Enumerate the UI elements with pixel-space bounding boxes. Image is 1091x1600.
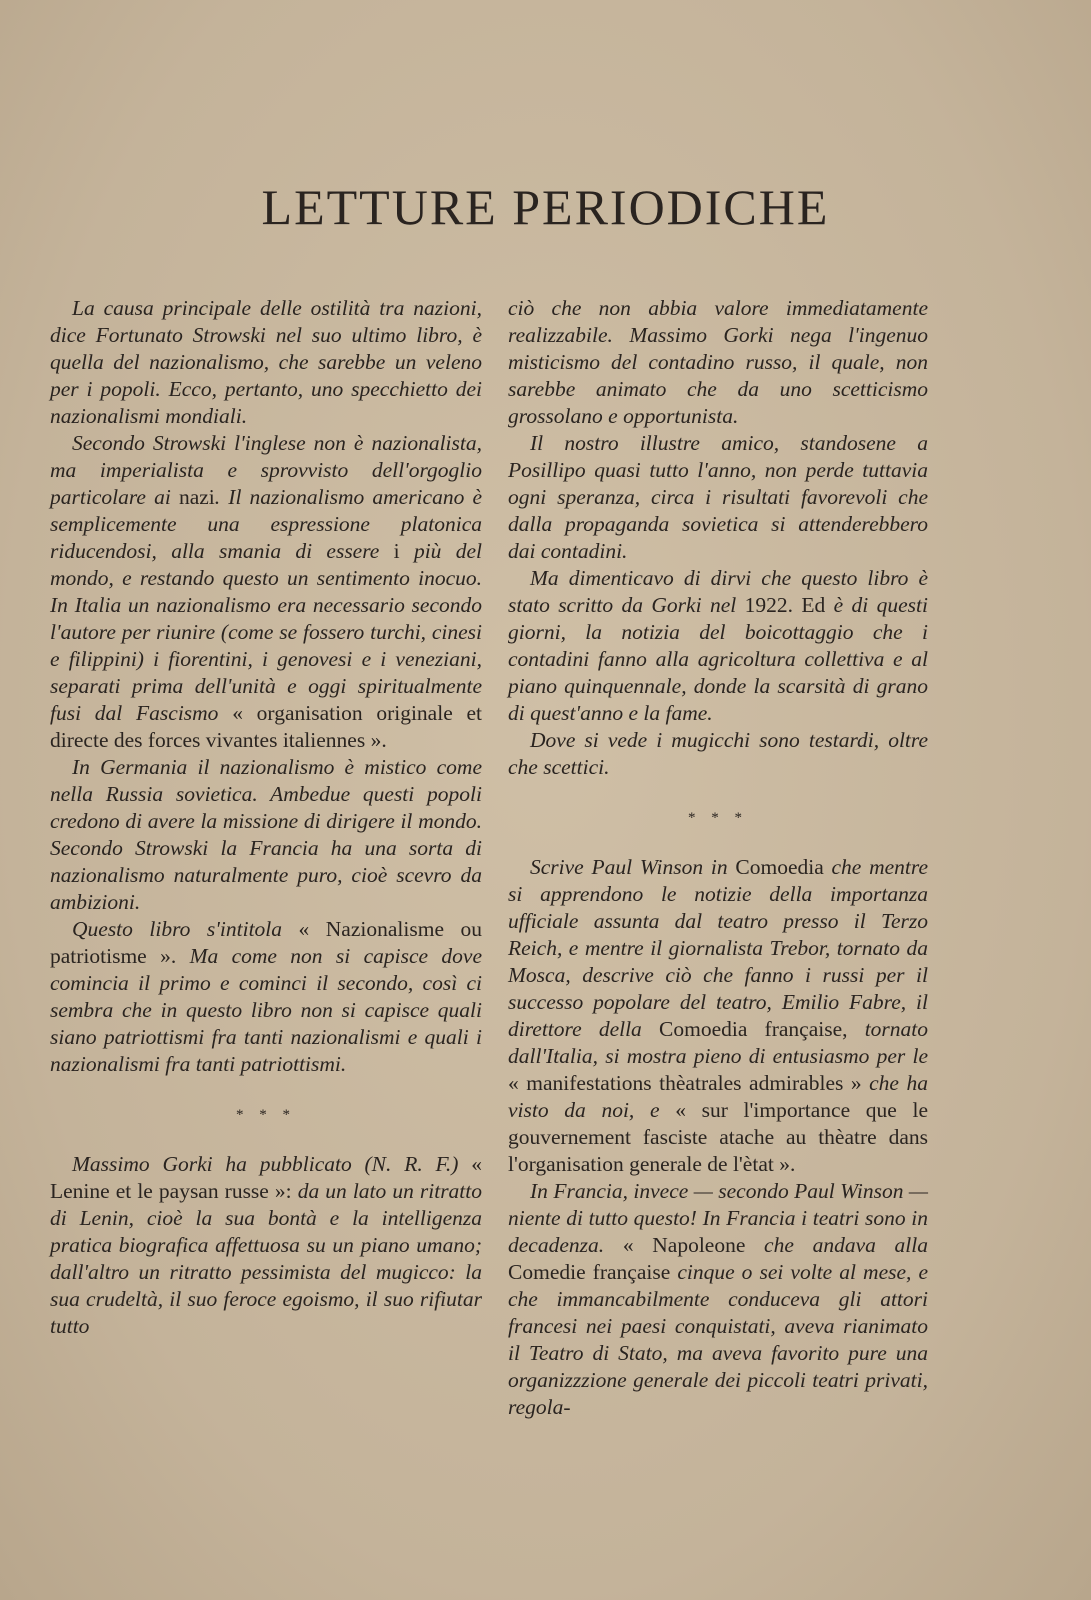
text-run: « Napoleone [622,1233,746,1257]
text-run: da un lato un ritratto di Lenin, cioè la sua bontà e la intelligenza pratica biografica affettuosa su un piano umano; dall'altro un ritratto pessimista del mugicco: la sua crudeltà, il suo feroce egoismo, il suo rifiutar tutto [50,1179,483,1338]
left-column [50,295,482,1340]
text-run: « Nazionalisme ou patriotisme ». [50,917,482,968]
text-run: In Francia, invece — secondo Paul Winson — niente di tutto questo! In Francia i teatri sono in decadenza. [508,1179,928,1257]
text-run: Massimo Gorki ha pubblicato (N. R. F.) [72,1152,472,1176]
paragraph [50,754,482,916]
text-run: Comoedia [735,855,824,879]
paragraph [50,1151,482,1340]
text-run: Ma dimenticavo di dirvi che questo libro è stato scritto da Gorki nel [508,566,928,617]
paragraph [50,430,482,754]
text-run: 1922. Ed [744,593,826,617]
text-run: i [393,539,400,563]
text-run: . Il nazionalismo americano è semplicemente una espressione platonica riducendosi, alla smania di essere [50,485,483,563]
text-run: « Lenine et le paysan russe »: [50,1152,482,1203]
paragraph [508,565,928,727]
text-run: In Germania il nazionalismo è mistico come nella Russia sovietica. Ambedue questi popoli credono di avere la missione di dirigere il mondo. Secondo Strowski la Francia ha una sorta di nazionalismo naturalmente puro, cioè scevro da ambizioni. [50,755,482,914]
text-run: Ma come non si capisce dove comincia il primo e cominci il secondo, così ci sembra che in questo libro non si capisce quali siano patriottismi fra tanti nazionalismi e quali i nazionalismi fra tanti patriottismi. [50,944,483,1076]
text-run: tornato dall'Italia, si mostra pieno di entusiasmo per le [508,1017,929,1068]
text-run: Scrive Paul Winson in [530,855,736,879]
text-run: « organisation originale et directe des forces vivantes italiennes ». [50,701,482,752]
text-run: « manifestations thèatrales admirables » [508,1071,862,1095]
paragraph [50,916,482,1078]
text-run: « sur l'importance que le gouvernement fasciste atache au thèatre dans l'organisation generale de l'ètat ». [508,1098,929,1176]
text-run: Dove si vede i mugicchi sono testardi, oltre che scettici. [508,728,928,779]
page-title: LETTURE PERIODICHE [261,179,830,235]
text-run: Secondo Strowski l'inglese non è nazionalista, ma imperialista e sprovvisto dell'orgoglio particolare ai [50,431,482,509]
text-run: Questo libro s'intitola [72,917,299,941]
text-run: Comoedia française, [659,1017,848,1041]
text-run: La causa principale delle ostilità tra nazioni, dice Fortunato Strowski nel suo ultimo libro, è quella del nazionalismo, che sarebbe un veleno per i popoli. Ecco, pertanto, uno specchietto dei nazionalismi mondiali. [50,296,482,428]
section-separator: * * * [688,810,748,826]
text-run: Comedie française [508,1260,671,1284]
paragraph [50,295,482,430]
text-run: nazi [178,485,215,509]
text-run: che ha visto da noi, e [508,1071,928,1122]
text-run: che mentre si apprendono le notizie della importanza ufficiale assunta dal teatro presso il Terzo Reich, e mentre il giornalista Trebor, tornato da Mosca, descrive ciò che fanno i russi per il successo popolare del teatro, Emilio Fabre, il direttore della [508,855,928,1041]
paragraph [508,1178,928,1421]
paragraph [508,430,928,565]
text-run: che andava alla [745,1233,928,1257]
paragraph [508,295,928,430]
text-run: cinque o sei volte al mese, e che immancabilmente conduceva gli attori francesi nei paesi conquistati, aveva rianimato il Teatro di Stato, ma aveva favorito pure una organizzzione generale dei piccoli teatri privati, regola- [508,1260,928,1419]
section-separator: * * * [236,1107,296,1123]
text-run: più del mondo, e restando questo un sentimento inocuo. In Italia un nazionalismo era necessario secondo l'autore per riunire (come se fossero turchi, cinesi e filippini) i fiorentini, i genovesi e i veneziani, separati prima dell'unità e oggi spiritualmente fusi dal Fascismo [50,539,482,725]
right-column [508,295,928,1421]
paragraph [508,854,928,1178]
text-run: ciò che non abbia valore immediatamente realizzabile. Massimo Gorki nega l'ingenuo misticismo del contadino russo, il quale, non sarebbe animato che da uno scetticismo grossolano e opportunista. [508,296,928,428]
paragraph [508,727,928,781]
text-run: Il nostro illustre amico, standosene a Posillipo quasi tutto l'anno, non perde tuttavia ogni speranza, circa i risultati favorevoli che dalla propaganda sovietica si attenderebbero dai contadini. [508,431,928,563]
text-run: è di questi giorni, la notizia del boicottaggio che i contadini fanno alla agricoltura collettiva e al piano quinquennale, donde la scarsità di grano di quest'anno e la fame. [508,593,928,725]
